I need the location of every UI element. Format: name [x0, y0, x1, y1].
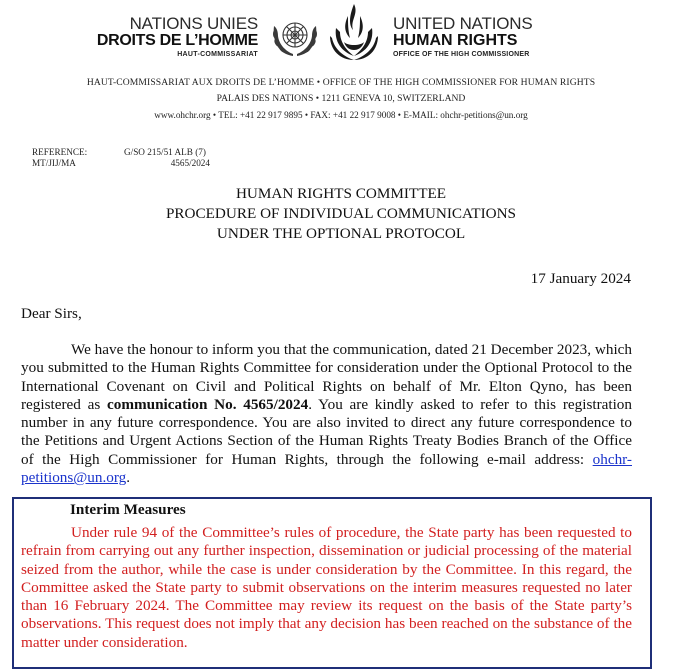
letterhead-french	[97, 15, 258, 58]
reference-label: REFERENCE:	[32, 147, 88, 157]
letterhead	[0, 0, 682, 66]
reference-values	[124, 147, 210, 169]
body-text-start: We have the honour to inform you that the communication, dated 21 December 2023, which you submitted to the Human Rights Committee for consideration under the Optional Protocol to the International Covenant on Civil and Political Rights on behalf of Mr. Elton Qyno, has been registered as	[21, 341, 632, 413]
communication-number: communication No. 4565/2024	[107, 395, 309, 413]
salutation: Dear Sirs,	[21, 305, 82, 322]
letterhead-french-line2: DROITS DE L’HOMME	[96, 32, 258, 49]
address-line-1: HAUT-COMMISSARIAT AUX DROITS DE L’HOMME • OFFICE OF THE HIGH COMMISSIONER FOR HUMAN RIGHTS	[86, 77, 596, 88]
un-emblem-icon	[269, 14, 321, 60]
reference-labels	[32, 147, 87, 169]
letterhead-english-line3: OFFICE OF THE HIGH COMMISSIONER	[393, 51, 530, 58]
letter-date: 17 January 2024	[530, 270, 631, 287]
letterhead-french-line3: HAUT-COMMISSARIAT	[177, 51, 258, 58]
reference-code: G/SO 215/51 ALB (7)	[124, 147, 206, 157]
address-line-3: www.ohchr.org • TEL: +41 22 917 9895 • FAX: +41 22 917 9008 • E-MAIL: ohchr-petitions@un.org	[154, 110, 528, 120]
letterhead-french-line1: NATIONS UNIES	[129, 14, 258, 33]
email-link[interactable]: ohchr-petitions@un.org	[21, 450, 632, 487]
body-text-middle: . You are kindly asked to refer to this registration number in any future correspondence. You are also invited to direct any future correspondence to the Petitions and Urgent Actions Section of the Human Rights Treaty Bodies Branch of the Office of the High Commissioner for Human Rights, through the following e-mail address:	[21, 395, 632, 468]
human-rights-flame-icon	[326, 2, 382, 62]
document-title-line-1: HUMAN RIGHTS COMMITTEE	[235, 185, 447, 202]
interim-measures-body: Under rule 94 of the Committee’s rules of procedure, the State party has been requested to refrain from carrying out any further inspection, dissemination or judicial processing of the material seized from the author, while the case is under consideration by the Committee. In this regard, the Committee asked the State party to submit observations on the interim measures requested no later than 16 February 2024. The Committee may review its request on the basis of the State party’s observations. This request does not imply that any decision has been reached on the substance of the matter under consideration.	[21, 524, 632, 651]
letterhead-english-line2: HUMAN RIGHTS	[393, 32, 518, 49]
address-line-2: PALAIS DES NATIONS • 1211 GENEVA 10, SWITZERLAND	[216, 93, 466, 104]
document-title-line-2: PROCEDURE OF INDIVIDUAL COMMUNICATIONS	[165, 205, 517, 222]
letterhead-english-line1: UNITED NATIONS	[393, 14, 533, 33]
body-text-end: .	[126, 469, 131, 487]
reference-initials: MT/JIJ/MA	[32, 158, 76, 168]
letterhead-english	[393, 15, 533, 58]
document-title-line-3: UNDER THE OPTIONAL PROTOCOL	[216, 225, 466, 242]
body-paragraph	[21, 341, 632, 487]
interim-measures-text	[21, 524, 632, 652]
reference-number: 4565/2024	[170, 158, 210, 168]
interim-measures-heading: Interim Measures	[70, 501, 186, 518]
